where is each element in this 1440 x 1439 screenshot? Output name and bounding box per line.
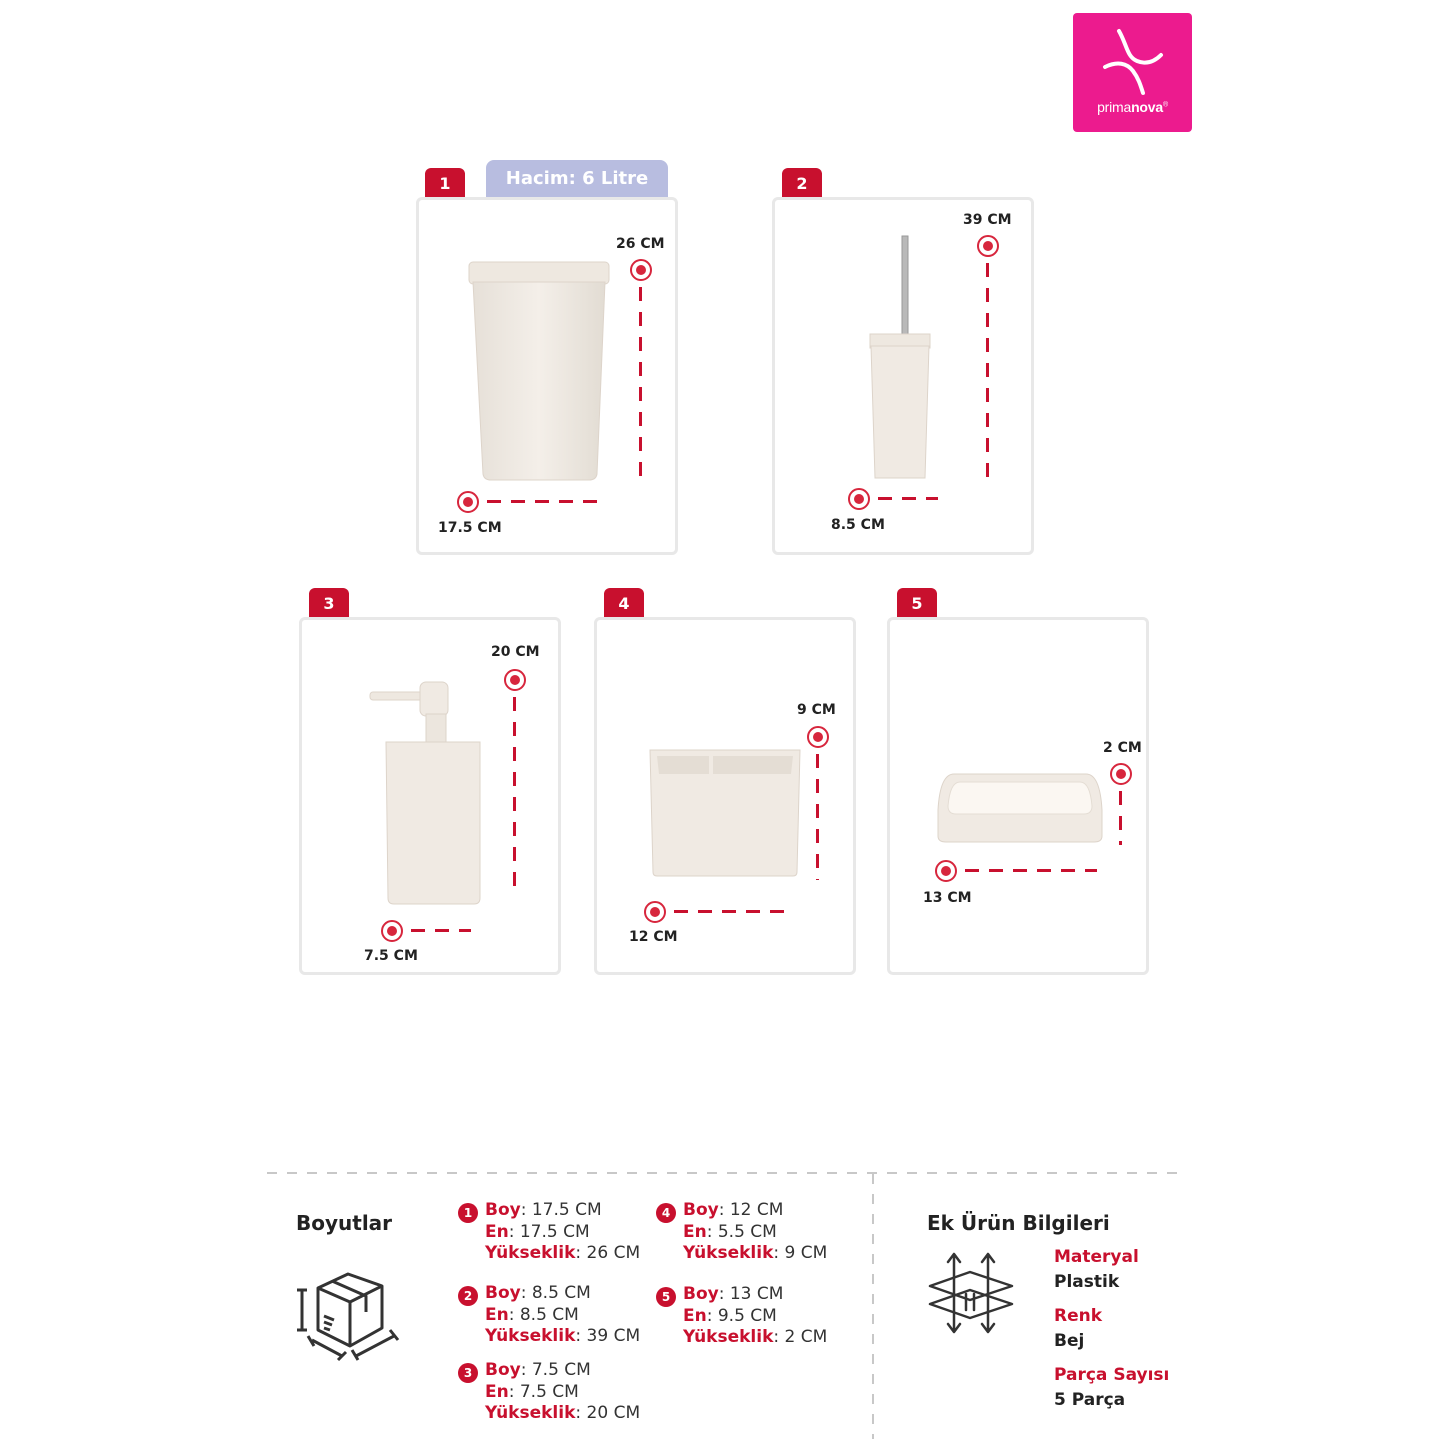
width-marker — [935, 860, 957, 882]
soap-dispenser-image — [368, 678, 488, 908]
dimensions-title: Boyutlar — [296, 1211, 393, 1235]
height-marker — [977, 235, 999, 257]
spec-item-5: Boy: 13 CM En: 9.5 CM Yükseklik: 2 CM — [683, 1284, 828, 1347]
height-dash-line — [639, 287, 642, 477]
product-number-badge: 5 — [897, 588, 937, 618]
product-card-trash-bin — [416, 197, 678, 555]
width-dash-line — [674, 910, 794, 913]
height-marker — [504, 669, 526, 691]
volume-tag: Hacim: 6 Litre — [486, 160, 668, 198]
product-card-toilet-brush — [772, 197, 1034, 555]
spec-item-3: Boy: 7.5 CM En: 7.5 CM Yükseklik: 20 CM — [485, 1360, 641, 1423]
width-dash-line — [878, 497, 938, 500]
info-value-piece-count: 5 Parça — [1054, 1390, 1126, 1410]
width-marker — [381, 920, 403, 942]
spec-number-badge: 4 — [656, 1203, 676, 1223]
height-dash-line — [816, 754, 819, 880]
box-dimensions-icon — [294, 1268, 402, 1364]
height-dash-line — [513, 697, 516, 897]
brand-logo — [1073, 13, 1192, 132]
width-dash-line — [487, 500, 603, 503]
info-key-material: Materyal — [1054, 1247, 1139, 1267]
height-marker — [630, 259, 652, 281]
height-marker — [1110, 763, 1132, 785]
info-value-color: Bej — [1054, 1331, 1085, 1351]
width-marker — [644, 901, 666, 923]
spec-item-1: Boy: 17.5 CM En: 17.5 CM Yükseklik: 26 CM — [485, 1200, 641, 1263]
height-label: 2 CM — [1103, 740, 1142, 756]
product-number-badge: 4 — [604, 588, 644, 618]
extra-info-title: Ek Ürün Bilgileri — [927, 1211, 1110, 1235]
spec-item-4: Boy: 12 CM En: 5.5 CM Yükseklik: 9 CM — [683, 1200, 828, 1263]
toilet-brush-image — [865, 234, 935, 484]
material-arrows-icon — [926, 1250, 1016, 1338]
column-divider — [872, 1174, 874, 1439]
trash-bin-image — [465, 260, 615, 485]
section-divider — [267, 1172, 1187, 1174]
product-card-toothbrush-holder — [594, 617, 856, 975]
height-label: 26 CM — [616, 236, 665, 252]
brand-mark-icon — [1097, 27, 1169, 97]
toothbrush-holder-image — [647, 746, 803, 880]
width-dash-line — [965, 869, 1097, 872]
height-marker — [807, 726, 829, 748]
width-label: 12 CM — [629, 929, 678, 945]
width-label: 8.5 CM — [831, 517, 885, 533]
info-key-piece-count: Parça Sayısı — [1054, 1365, 1170, 1385]
info-value-material: Plastik — [1054, 1272, 1120, 1292]
soap-dish-image — [934, 770, 1106, 846]
spec-number-badge: 5 — [656, 1287, 676, 1307]
width-label: 17.5 CM — [438, 520, 502, 536]
brand-logo-text: primanova® — [1097, 99, 1168, 115]
info-key-color: Renk — [1054, 1306, 1103, 1326]
height-dash-line — [1119, 791, 1122, 845]
width-marker — [457, 491, 479, 513]
product-number-badge: 2 — [782, 168, 822, 198]
height-dash-line — [986, 263, 989, 480]
height-label: 9 CM — [797, 702, 836, 718]
width-label: 7.5 CM — [364, 948, 418, 964]
height-label: 20 CM — [491, 644, 540, 660]
width-dash-line — [411, 929, 471, 932]
product-card-soap-dish — [887, 617, 1149, 975]
spec-number-badge: 1 — [458, 1203, 478, 1223]
spec-item-2: Boy: 8.5 CM En: 8.5 CM Yükseklik: 39 CM — [485, 1283, 641, 1346]
product-card-soap-dispenser — [299, 617, 561, 975]
product-number-badge: 1 — [425, 168, 465, 198]
product-number-badge: 3 — [309, 588, 349, 618]
spec-number-badge: 2 — [458, 1286, 478, 1306]
height-label: 39 CM — [963, 212, 1012, 228]
width-label: 13 CM — [923, 890, 972, 906]
width-marker — [848, 488, 870, 510]
spec-number-badge: 3 — [458, 1363, 478, 1383]
